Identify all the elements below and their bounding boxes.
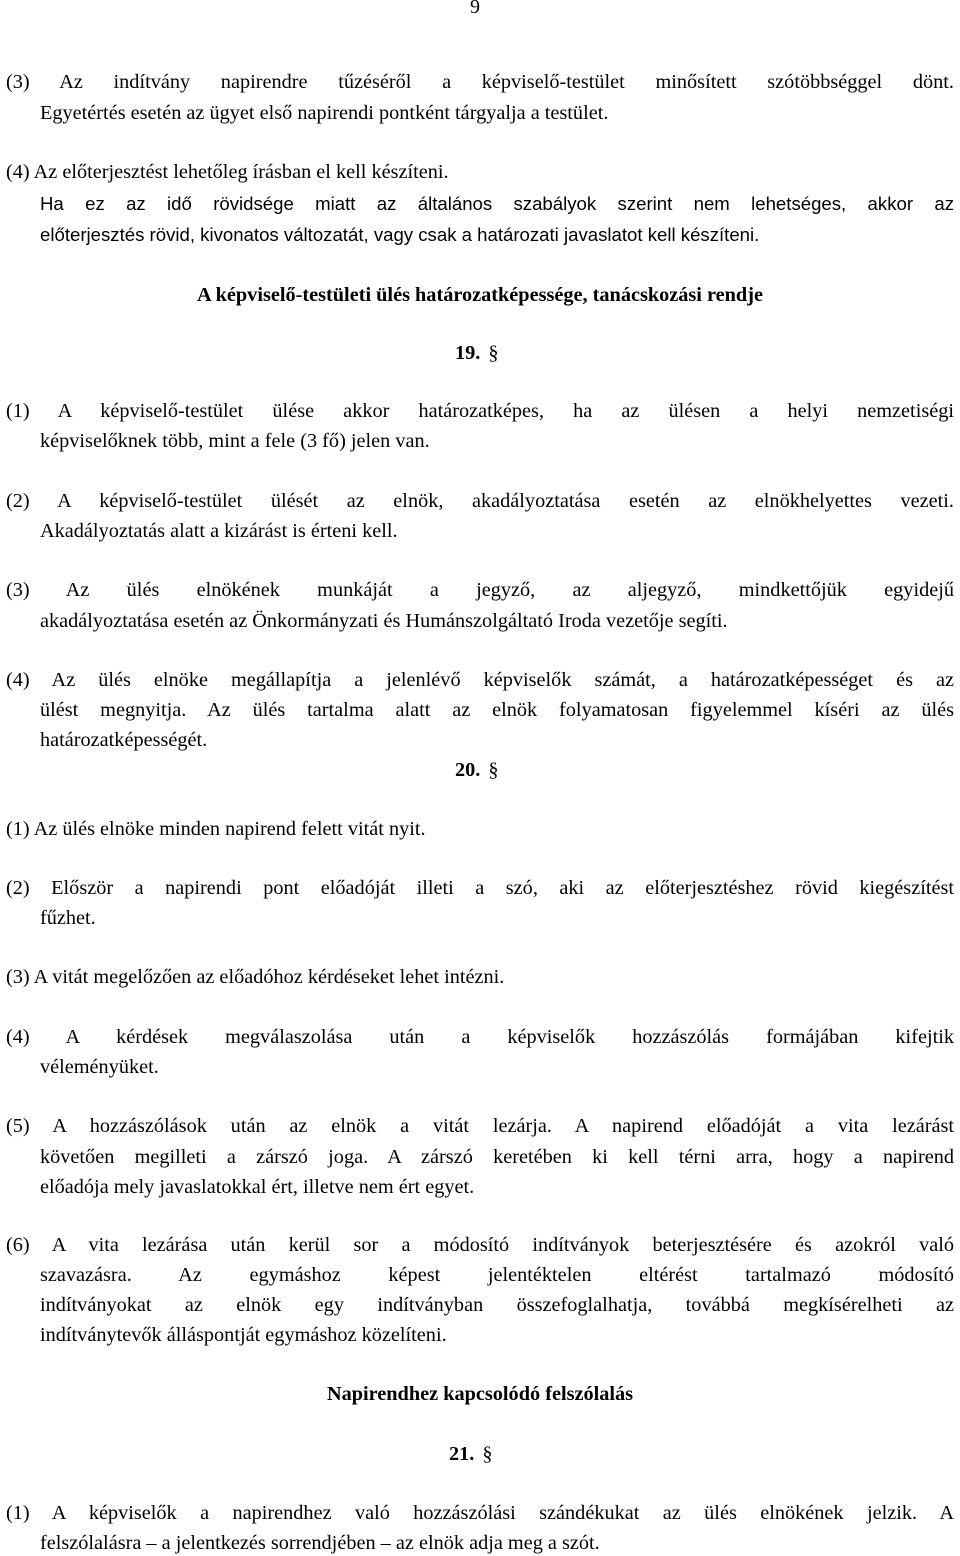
s19-paragraph-3-line-2: akadályoztatása esetén az Önkormányzati és Humánszolgáltató Iroda vezetője segíti.: [40, 610, 728, 632]
s19-paragraph-4-line-1: (4) Az ülés elnöke megállapítja a jelenlévő képviselők számát, a határozatképességet és az: [6, 669, 954, 691]
s20-paragraph-4-line-2: véleményüket.: [40, 1056, 159, 1078]
s20-paragraph-2-line-2: fűzhet.: [40, 907, 96, 929]
s19-paragraph-3-line-1: (3) Az ülés elnökének munkáját a jegyző, az aljegyző, mindkettőjük egyidejű: [6, 579, 954, 601]
s19-paragraph-4-line-3: határozatképességét.: [40, 729, 208, 751]
paragraph-3-line-1: (3) Az indítvány napirendre tűzéséről a képviselő-testület minősített szótöbbséggel dönt.: [6, 71, 954, 93]
paragraph-4-line-2: Ha ez az idő rövidsége miatt az általános szabályok szerint nem lehetséges, akkor az: [40, 193, 954, 214]
s20-paragraph-1-line-1: (1) Az ülés elnöke minden napirend felett vitát nyit.: [6, 818, 426, 840]
page-number: 9: [470, 0, 480, 18]
s20-paragraph-4-line-1: (4) A kérdések megválaszolása után a képviselők hozzászólás formájában kifejtik: [6, 1026, 954, 1048]
s21-paragraph-1-line-1: (1) A képviselők a napirendhez való hozzászólási szándékukat az ülés elnökének jelzik. A: [6, 1502, 954, 1524]
paragraph-4-line-3: előterjesztés rövid, kivonatos változatát, vagy csak a határozati javaslatot kell készíteni.: [40, 224, 760, 245]
s20-paragraph-5-line-2: követően megilleti a zárszó joga. A zárszó keretében ki kell térni arra, hogy a napirend: [40, 1146, 954, 1168]
paragraph-4-line-1: (4) Az előterjesztést lehetőleg írásban el kell készíteni.: [6, 161, 449, 183]
section-19-title: [455, 341, 499, 365]
s20-paragraph-6-line-4: indítványtevők álláspontját egymáshoz közelíteni.: [40, 1324, 447, 1346]
section-symbol: §: [488, 342, 499, 364]
s19-paragraph-4-line-2: ülést megnyitja. Az ülés tartalma alatt az elnök folyamatosan figyelemmel kíséri az ülés: [40, 699, 954, 721]
s20-paragraph-2-line-1: (2) Először a napirendi pont előadóját illeti a szó, aki az előterjesztéshez rövid kiegészítést: [6, 877, 954, 899]
paragraph-3-line-2: Egyetértés esetén az ügyet első napirendi pontként tárgyalja a testület.: [40, 102, 609, 124]
s20-paragraph-3-line-1: (3) A vitát megelőzően az előadóhoz kérdéseket lehet intézni.: [6, 966, 505, 988]
s19-paragraph-2-line-1: (2) A képviselő-testület ülését az elnök, akadályoztatása esetén az elnökhelyettes vezeti.: [6, 490, 954, 512]
section-19-number: 19.: [455, 342, 481, 364]
section-21-number: 21.: [449, 1443, 475, 1465]
s21-paragraph-1-line-2: felszólalásra – a jelentkezés sorrendjében – az elnök adja meg a szót.: [40, 1532, 600, 1554]
s19-paragraph-1-line-2: képviselőknek több, mint a fele (3 fő) jelen van.: [40, 430, 430, 452]
s20-paragraph-5-line-1: (5) A hozzászólások után az elnök a vitát lezárja. A napirend előadóját a vita lezárást: [6, 1115, 954, 1137]
s19-paragraph-1-line-1: (1) A képviselő-testület ülése akkor határozatképes, ha az ülésen a helyi nemzetiségi: [6, 400, 954, 422]
section-symbol: §: [488, 759, 499, 781]
section-20-number: 20.: [455, 759, 481, 781]
section-heading-agenda-speech: Napirendhez kapcsolódó felszólalás: [326, 1383, 634, 1405]
s20-paragraph-6-line-3: indítványokat az elnök egy indítványban összefoglalhatja, továbbá megkísérelheti az: [40, 1294, 954, 1316]
s19-paragraph-2-line-2: Akadályoztatás alatt a kizárást is érteni kell.: [40, 520, 398, 542]
section-21-title: [449, 1442, 493, 1466]
s20-paragraph-6-line-1: (6) A vita lezárása után kerül sor a módosító indítványok beterjesztésére és azokról való: [6, 1234, 954, 1256]
section-heading-quorum: A képviselő-testületi ülés határozatképessége, tanácskozási rendje: [197, 284, 763, 306]
section-20-title: [455, 758, 499, 782]
section-symbol: §: [482, 1443, 493, 1465]
s20-paragraph-6-line-2: szavazásra. Az egymáshoz képest jelentéktelen eltérést tartalmazó módosító: [40, 1264, 954, 1286]
s20-paragraph-5-line-3: előadója mely javaslatokkal ért, illetve nem ért egyet.: [40, 1176, 475, 1198]
